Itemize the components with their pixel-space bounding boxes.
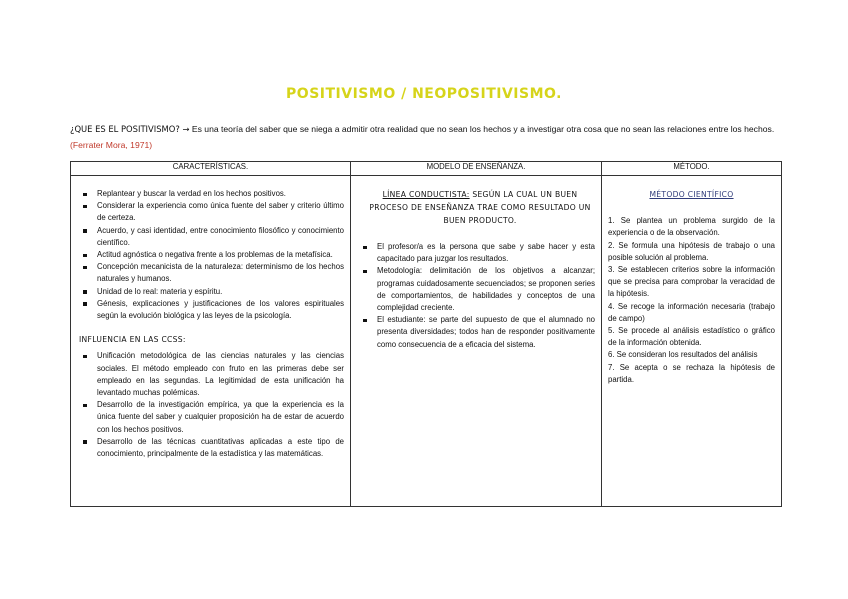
header-metodo: MÉTODO.: [602, 162, 782, 176]
list-item: Desarrollo de las técnicas cuantitativas aplicadas a este tipo de conocimiento, principalmente de la estadística y las matemáticas.: [97, 436, 344, 460]
modelo-cell: [351, 176, 602, 507]
metodo-steps: [608, 215, 775, 386]
linea-title: LÍNEA CONDUCTISTA:: [382, 190, 470, 199]
caracteristicas-cell: [71, 176, 351, 507]
list-item: 3. Se establecen criterios sobre la información que se precisa para comprobar la veracidad de la hipótesis.: [608, 265, 775, 299]
intro-text: Es una teoría del saber que se niega a admitir otra realidad que no sean los hechos y a investigar otra cosa que no sean las relaciones entre los hechos.: [189, 124, 775, 134]
linea-text: SEGÚN LA CUAL UN BUEN PROCESO DE ENSEÑANZA TRAE COMO RESULTADO UN BUEN PRODUCTO.: [369, 190, 591, 225]
modelo-list: [357, 241, 595, 351]
header-modelo: MODELO DE ENSEÑANZA.: [351, 162, 602, 176]
list-item: Concepción mecanicista de la naturaleza: determinismo de los hechos naturales y humanos.: [97, 261, 344, 285]
intro-reference: (Ferrater Mora, 1971): [70, 140, 153, 150]
list-item: Replantear y buscar la verdad en los hechos positivos.: [97, 188, 344, 200]
list-item: 1. Se plantea un problema surgido de la experiencia o de la observación.: [608, 216, 775, 238]
list-item: 7. Se acepta o se rechaza la hipótesis de partida.: [608, 362, 775, 384]
list-item: Unificación metodológica de las ciencias naturales y las ciencias sociales. El método empleado con fruto en las primeras debe ser empleado en las segundas. La legitimidad de esta unificación ha levantado muchas polémicas.: [97, 350, 344, 399]
intro-paragraph: [70, 121, 782, 153]
linea-conductista: [357, 188, 595, 227]
metodo-cell: [602, 176, 782, 507]
list-item: Considerar la experiencia como única fuente del saber y criterio último de certeza.: [97, 200, 344, 224]
list-item: Metodología: delimitación de los objetivos a alcanzar; programas cuidadosamente secuenciados; se proponen series de comportamientos, de habilidades y conceptos de una complejidad creciente.: [377, 265, 595, 314]
list-item: Acuerdo, y casi identidad, entre conocimiento filosófico y conocimiento científico.: [97, 225, 344, 249]
influence-list: [77, 350, 344, 460]
list-item: 2. Se formula una hipótesis de trabajo o una posible solución al problema.: [608, 240, 775, 262]
page-title: POSITIVISMO / NEOPOSITIVISMO.: [286, 86, 562, 102]
intro-question: ¿QUE ES EL POSITIVISMO? →: [70, 124, 190, 134]
list-item: Unidad de lo real: materia y espíritu.: [97, 286, 344, 298]
caracteristicas-list: [77, 188, 344, 322]
list-item: El estudiante: se parte del supuesto de que el alumnado no presenta diversidades; todos han de responder positivamente como consecuencia de a eficacia del sistema.: [377, 314, 595, 351]
list-item: Génesis, explicaciones y justificaciones de los valores espirituales según la evolución biológica y las leyes de la psicología.: [97, 298, 344, 322]
list-item: 5. Se procede al análisis estadístico o gráfico de la información obtenida.: [608, 326, 775, 348]
summary-table: [70, 161, 782, 507]
list-item: 6. Se consideran los resultados del análisis: [608, 350, 758, 360]
list-item: Desarrollo de la investigación empírica, ya que la experiencia es la única fuente del saber y cualquier proposición ha de estar de acuerdo con los hechos positivos.: [97, 399, 344, 436]
table-header-row: [71, 162, 782, 176]
list-item: 4. Se recoge la información necesaria (trabajo de campo): [608, 301, 775, 323]
influence-heading: INFLUENCIA EN LAS CCSS:: [79, 335, 186, 345]
table-body-row: [71, 176, 782, 507]
header-caracteristicas: CARACTERÍSTICAS.: [71, 162, 351, 176]
list-item: Actitud agnóstica o negativa frente a los problemas de la metafísica.: [97, 249, 344, 261]
list-item: El profesor/a es la persona que sabe y sabe hacer y esta capacitado para juzgar los resultados.: [377, 241, 595, 265]
metodo-heading: MÉTODO CIENTÍFICO: [649, 190, 734, 199]
